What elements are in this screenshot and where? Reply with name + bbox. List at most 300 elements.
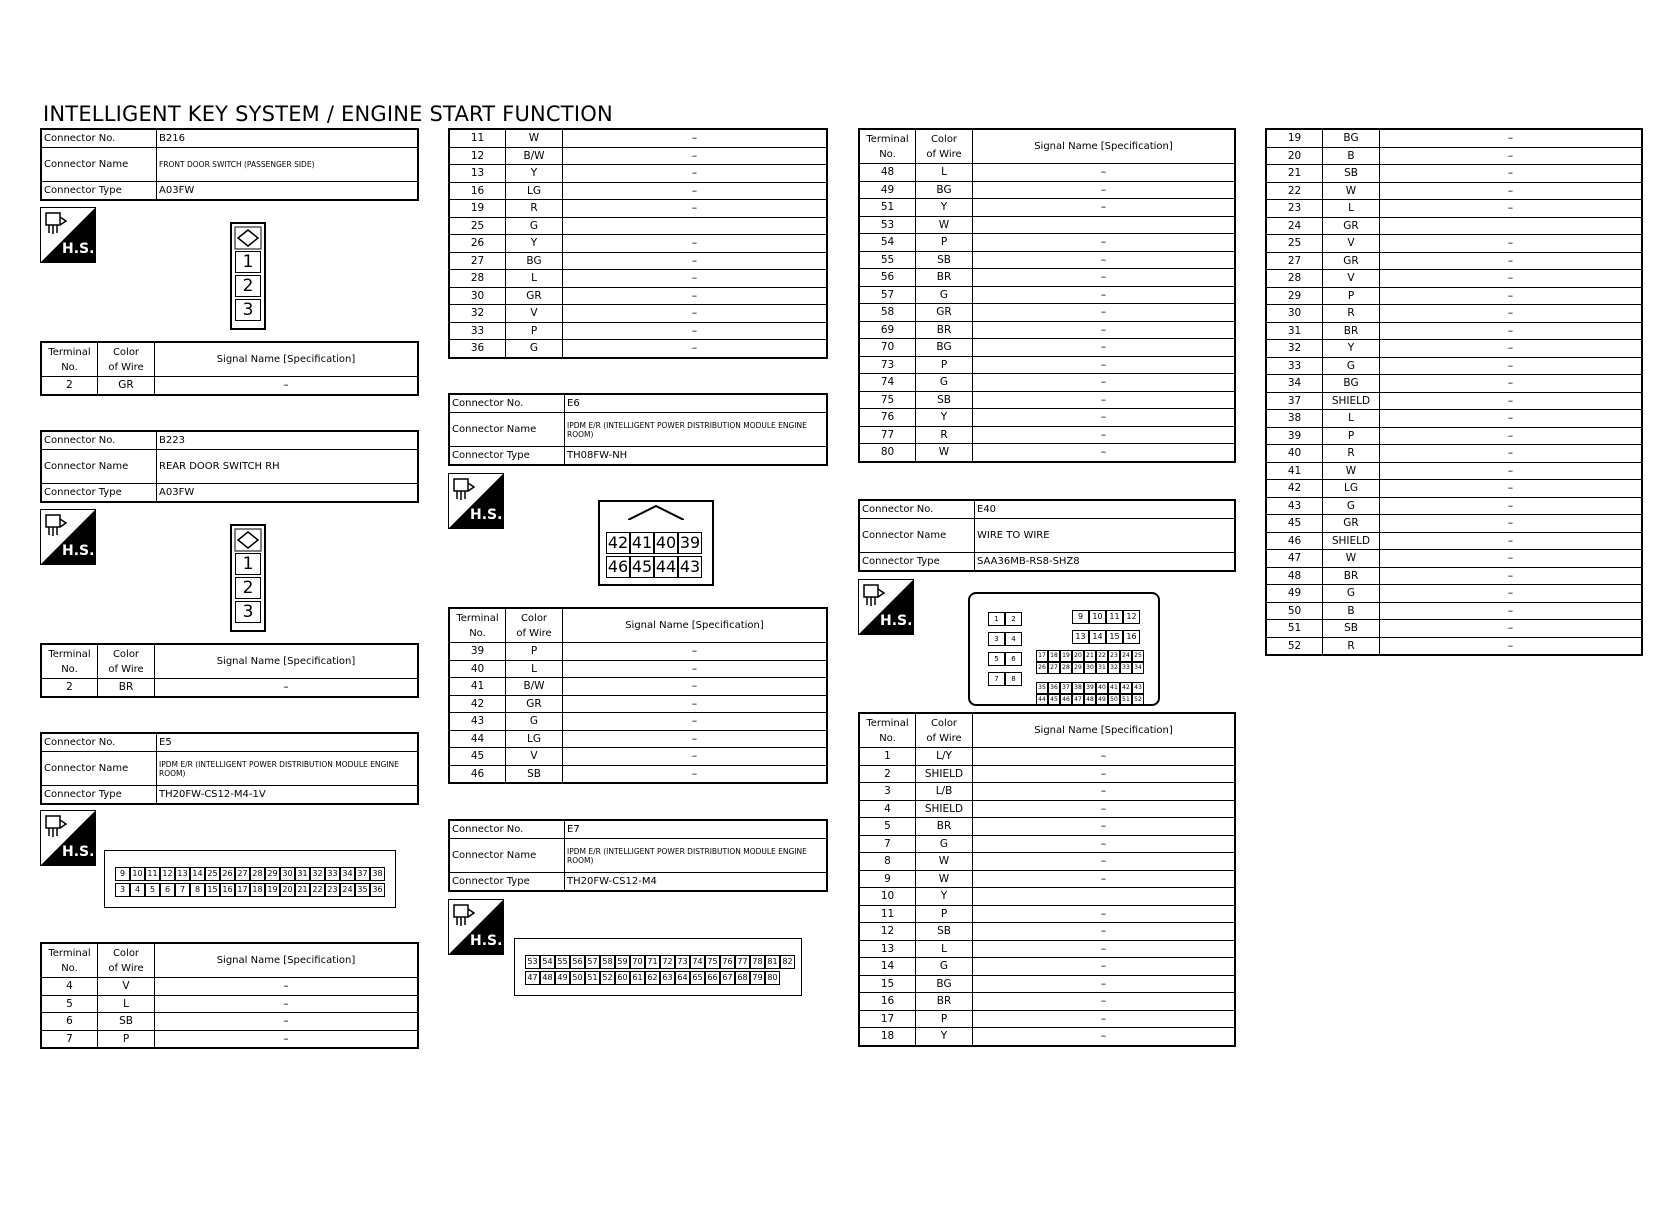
- terminal-no-cell: 7: [859, 835, 916, 853]
- terminal-no-cell: 13: [859, 940, 916, 958]
- table-row: [449, 235, 827, 253]
- signal-name-cell: –: [563, 660, 828, 678]
- e5-connector-no: E5: [157, 733, 419, 752]
- terminal-no-cell: 47: [1266, 550, 1323, 568]
- signal-name-cell: –: [563, 748, 828, 766]
- signal-name-cell: –: [1380, 567, 1643, 585]
- connector-pin: 43: [679, 557, 701, 576]
- connector-pin: 57: [585, 955, 600, 969]
- signal-name-cell: –: [973, 765, 1236, 783]
- signal-name-cell: –: [1380, 410, 1643, 428]
- wire-color-cell: Y: [916, 199, 973, 217]
- connector-pin: 19: [1060, 650, 1072, 662]
- table-row: [859, 958, 1235, 976]
- table-row: [859, 181, 1235, 199]
- signal-name-cell: –: [973, 853, 1236, 871]
- connector-pin: 60: [615, 971, 630, 985]
- e7-connector-no: E7: [565, 820, 828, 839]
- connector-pin: 71: [645, 955, 660, 969]
- table-row: [1266, 129, 1642, 147]
- terminal-no-cell: 4: [41, 978, 98, 996]
- e7-header-table: [448, 819, 828, 892]
- hs-icon: [448, 473, 504, 529]
- table-row: [1266, 252, 1642, 270]
- connector-pin: 1: [235, 251, 261, 273]
- e5-connector-name: IPDM E/R (INTELLIGENT POWER DISTRIBUTION MODULE ENGINE ROOM): [157, 752, 419, 786]
- table-row: [1266, 550, 1642, 568]
- b216-terminal-table: [40, 341, 419, 396]
- terminal-no-cell: 33: [449, 322, 506, 340]
- terminal-no-cell: 55: [859, 251, 916, 269]
- signal-name-cell: –: [563, 340, 828, 358]
- connector-pin: 15: [205, 883, 220, 897]
- terminal-no-cell: 11: [449, 129, 506, 147]
- connector-pin: 11: [1106, 610, 1123, 624]
- table-row: [449, 713, 827, 731]
- connector-pin: 80: [765, 971, 780, 985]
- terminal-no-header: Terminal No.: [41, 644, 98, 679]
- hs-label: H.S.: [880, 613, 913, 629]
- connector-pin: 29: [1072, 662, 1084, 674]
- signal-name-cell: –: [155, 377, 419, 395]
- connector-pin: 30: [1084, 662, 1096, 674]
- terminal-no-cell: 8: [859, 853, 916, 871]
- table-row: [449, 252, 827, 270]
- signal-name-cell: –: [973, 783, 1236, 801]
- signal-name-cell: –: [973, 975, 1236, 993]
- connector-pin: 32: [1108, 662, 1120, 674]
- table-row: [859, 164, 1235, 182]
- table-row: [449, 678, 827, 696]
- signal-name-cell: –: [1380, 515, 1643, 533]
- connector-pin: 18: [250, 883, 265, 897]
- terminal-no-cell: 49: [1266, 585, 1323, 603]
- terminal-no-cell: 40: [1266, 445, 1323, 463]
- table-row: [1266, 480, 1642, 498]
- wire-color-cell: LG: [506, 182, 563, 200]
- connector-pin: 33: [1120, 662, 1132, 674]
- wire-color-cell: SB: [98, 1013, 155, 1031]
- connector-pin: 19: [265, 883, 280, 897]
- connector-pin: 16: [1123, 630, 1140, 644]
- signal-name-cell: –: [1380, 357, 1643, 375]
- table-row: [859, 234, 1235, 252]
- wire-color-cell: L: [1323, 200, 1380, 218]
- connector-pin: 66: [705, 971, 720, 985]
- connector-pin: 37: [1060, 682, 1072, 694]
- table-row: [859, 888, 1235, 906]
- connector-pin: 48: [1084, 694, 1096, 706]
- connector-name-label: Connector Name: [41, 450, 157, 484]
- connector-pin: 32: [310, 867, 325, 881]
- signal-name-cell: –: [563, 200, 828, 218]
- table-row: [1266, 515, 1642, 533]
- wire-color-cell: BG: [1323, 375, 1380, 393]
- terminal-no-cell: 41: [1266, 462, 1323, 480]
- table-row: [449, 270, 827, 288]
- connector-pin: 11: [145, 867, 160, 881]
- connector-name-label: Connector Name: [449, 413, 565, 447]
- signal-name-cell: –: [973, 818, 1236, 836]
- terminal-no-cell: 7: [41, 1030, 98, 1048]
- connector-type-label: Connector Type: [449, 447, 565, 466]
- connector-name-label: Connector Name: [41, 148, 157, 182]
- signal-name-cell: –: [1380, 340, 1643, 358]
- color-of-wire-header: Color of Wire: [916, 713, 973, 748]
- table-row: [1266, 427, 1642, 445]
- wire-color-cell: GR: [1323, 252, 1380, 270]
- table-row: [859, 339, 1235, 357]
- wire-color-cell: P: [98, 1030, 155, 1048]
- connector-pin: 34: [340, 867, 355, 881]
- table-row: [1266, 445, 1642, 463]
- wire-color-cell: SB: [1323, 620, 1380, 638]
- b223-connector-type: A03FW: [157, 484, 419, 503]
- terminal-no-cell: 14: [859, 958, 916, 976]
- b216-connector-type: A03FW: [157, 182, 419, 201]
- connector-pin: 18: [1048, 650, 1060, 662]
- terminal-no-cell: 75: [859, 391, 916, 409]
- signal-name-header: Signal Name [Specification]: [973, 713, 1236, 748]
- color-of-wire-header: Color of Wire: [98, 644, 155, 679]
- table-row: [1266, 410, 1642, 428]
- terminal-no-cell: 69: [859, 321, 916, 339]
- connector-pin: 6: [1005, 652, 1022, 666]
- terminal-no-cell: 19: [1266, 129, 1323, 147]
- table-row: [449, 182, 827, 200]
- connector-pin: 37: [355, 867, 370, 881]
- wire-color-cell: V: [1323, 270, 1380, 288]
- connector-pin: 36: [1048, 682, 1060, 694]
- signal-name-cell: –: [1380, 392, 1643, 410]
- table-row: [449, 643, 827, 661]
- terminal-no-cell: 74: [859, 374, 916, 392]
- wire-color-cell: V: [506, 305, 563, 323]
- connector-pin: 29: [265, 867, 280, 881]
- terminal-no-cell: 58: [859, 304, 916, 322]
- table-row: [859, 374, 1235, 392]
- terminal-no-cell: 80: [859, 444, 916, 462]
- terminal-no-cell: 20: [1266, 147, 1323, 165]
- e7-connector-diagram: [514, 938, 802, 996]
- connector-pin: 2: [235, 577, 261, 599]
- connector-pin: 46: [607, 557, 629, 576]
- e7-terminal-table: [858, 128, 1236, 463]
- wire-color-cell: SB: [1323, 165, 1380, 183]
- terminal-no-cell: 6: [41, 1013, 98, 1031]
- hs-icon: [448, 899, 504, 955]
- wire-color-cell: W: [916, 444, 973, 462]
- table-row: [449, 660, 827, 678]
- connector-pin: 28: [1060, 662, 1072, 674]
- terminal-no-cell: 54: [859, 234, 916, 252]
- terminal-no-cell: 46: [449, 765, 506, 783]
- connector-pin: 31: [1096, 662, 1108, 674]
- e40-header-table: [858, 499, 1236, 572]
- wire-color-cell: BR: [916, 993, 973, 1011]
- signal-name-cell: –: [1380, 165, 1643, 183]
- signal-name-cell: –: [1380, 585, 1643, 603]
- signal-name-cell: –: [1380, 305, 1643, 323]
- connector-pin: 2: [1005, 612, 1022, 626]
- terminal-no-cell: 43: [1266, 497, 1323, 515]
- signal-name-cell: –: [1380, 322, 1643, 340]
- table-row: [449, 730, 827, 748]
- wire-color-cell: R: [506, 200, 563, 218]
- signal-name-cell: –: [563, 322, 828, 340]
- signal-name-cell: –: [563, 165, 828, 183]
- terminal-no-cell: 42: [1266, 480, 1323, 498]
- table-row: [1266, 532, 1642, 550]
- wire-color-cell: R: [1323, 637, 1380, 655]
- signal-name-cell: –: [973, 356, 1236, 374]
- connector-pin: 7: [988, 672, 1005, 686]
- color-of-wire-header: Color of Wire: [98, 943, 155, 978]
- table-row: [1266, 147, 1642, 165]
- terminal-no-cell: 18: [859, 1028, 916, 1046]
- signal-name-cell: –: [973, 409, 1236, 427]
- connector-pin: 5: [145, 883, 160, 897]
- connector-pin: 3: [235, 601, 261, 623]
- connector-pin: 53: [525, 955, 540, 969]
- signal-name-cell: –: [563, 235, 828, 253]
- wire-color-cell: P: [916, 356, 973, 374]
- connector-pin: 13: [175, 867, 190, 881]
- terminal-no-cell: 33: [1266, 357, 1323, 375]
- terminal-no-cell: 17: [859, 1010, 916, 1028]
- connector-pin: 3: [235, 299, 261, 321]
- connector-pin: 4: [1005, 632, 1022, 646]
- table-row: [859, 409, 1235, 427]
- signal-name-cell: –: [973, 993, 1236, 1011]
- connector-pin: 65: [690, 971, 705, 985]
- connector-pin: 63: [660, 971, 675, 985]
- table-row: [449, 322, 827, 340]
- connector-pin: 6: [160, 883, 175, 897]
- signal-name-cell: –: [973, 269, 1236, 287]
- connector-pin: 24: [340, 883, 355, 897]
- e6-connector-type: TH08FW-NH: [565, 447, 828, 466]
- terminal-no-cell: 26: [449, 235, 506, 253]
- connector-no-label: Connector No.: [41, 733, 157, 752]
- connector-pin: 49: [555, 971, 570, 985]
- connector-pin: 21: [295, 883, 310, 897]
- e7-connector-type: TH20FW-CS12-M4: [565, 873, 828, 892]
- wire-color-cell: P: [1323, 427, 1380, 445]
- connector-pin: 73: [675, 955, 690, 969]
- connector-pin: 12: [160, 867, 175, 881]
- wire-color-cell: P: [1323, 287, 1380, 305]
- wire-color-cell: SB: [916, 251, 973, 269]
- signal-name-header: Signal Name [Specification]: [973, 129, 1236, 164]
- terminal-no-cell: 57: [859, 286, 916, 304]
- table-row: [859, 905, 1235, 923]
- table-row: [41, 1013, 418, 1031]
- connector-pin: 30: [280, 867, 295, 881]
- table-row: [859, 800, 1235, 818]
- b223-connector-diagram: [230, 524, 266, 636]
- wire-color-cell: Y: [916, 409, 973, 427]
- terminal-no-header: Terminal No.: [41, 342, 98, 377]
- table-row: [859, 199, 1235, 217]
- connector-pin: 4: [130, 883, 145, 897]
- signal-name-cell: –: [1380, 480, 1643, 498]
- terminal-no-cell: 45: [1266, 515, 1323, 533]
- signal-name-cell: –: [1380, 182, 1643, 200]
- e6-terminal-table: [448, 607, 828, 784]
- signal-name-cell: –: [973, 835, 1236, 853]
- connector-pin: 8: [1005, 672, 1022, 686]
- table-row: [859, 216, 1235, 234]
- e40-terminal-table: [858, 712, 1236, 1047]
- connector-pin: 72: [660, 955, 675, 969]
- signal-name-cell: –: [1380, 497, 1643, 515]
- wire-color-cell: V: [506, 748, 563, 766]
- connector-type-label: Connector Type: [41, 786, 157, 805]
- terminal-no-cell: 48: [859, 164, 916, 182]
- connector-pin: 47: [525, 971, 540, 985]
- terminal-no-cell: 21: [1266, 165, 1323, 183]
- connector-pin: 74: [690, 955, 705, 969]
- wire-color-cell: SB: [916, 923, 973, 941]
- wire-color-cell: P: [506, 322, 563, 340]
- wire-color-cell: SB: [916, 391, 973, 409]
- table-row: [859, 321, 1235, 339]
- table-row: [1266, 200, 1642, 218]
- wire-color-cell: R: [1323, 305, 1380, 323]
- table-row: [1266, 602, 1642, 620]
- wire-color-cell: G: [506, 217, 563, 235]
- table-row: [41, 995, 418, 1013]
- signal-name-cell: –: [973, 374, 1236, 392]
- connector-pin: 7: [175, 883, 190, 897]
- terminal-no-cell: 70: [859, 339, 916, 357]
- signal-name-cell: –: [1380, 445, 1643, 463]
- connector-pin: 26: [220, 867, 235, 881]
- signal-name-cell: –: [155, 995, 419, 1013]
- terminal-no-cell: 39: [1266, 427, 1323, 445]
- connector-pin: 43: [1132, 682, 1144, 694]
- connector-pin: 5: [988, 652, 1005, 666]
- wire-color-cell: G: [1323, 497, 1380, 515]
- signal-name-cell: [563, 217, 828, 235]
- terminal-no-cell: 37: [1266, 392, 1323, 410]
- connector-pin: 48: [540, 971, 555, 985]
- wire-color-cell: P: [916, 905, 973, 923]
- connector-pin: 17: [235, 883, 250, 897]
- signal-name-cell: –: [1380, 129, 1643, 147]
- signal-name-cell: –: [1380, 602, 1643, 620]
- connector-pin: 1: [988, 612, 1005, 626]
- wire-color-cell: SB: [506, 765, 563, 783]
- connector-pin: 3: [988, 632, 1005, 646]
- connector-pin: 35: [355, 883, 370, 897]
- connector-pin: 44: [655, 557, 677, 576]
- wire-color-cell: W: [506, 129, 563, 147]
- e40-terminal-table-continued: [1265, 128, 1643, 656]
- wire-color-cell: BR: [1323, 567, 1380, 585]
- connector-pin: 52: [1132, 694, 1144, 706]
- b216-header-table: [40, 128, 419, 201]
- hs-icon: [40, 207, 96, 263]
- terminal-no-cell: 16: [449, 182, 506, 200]
- table-row: [1266, 340, 1642, 358]
- terminal-no-header: Terminal No.: [41, 943, 98, 978]
- table-row: [859, 870, 1235, 888]
- connector-pin: 51: [585, 971, 600, 985]
- signal-name-cell: –: [973, 391, 1236, 409]
- signal-name-cell: –: [563, 287, 828, 305]
- wire-color-cell: L: [916, 164, 973, 182]
- connector-pin: 27: [235, 867, 250, 881]
- signal-name-cell: –: [1380, 375, 1643, 393]
- hs-icon: [40, 810, 96, 866]
- wire-color-cell: BR: [1323, 322, 1380, 340]
- signal-name-cell: –: [973, 286, 1236, 304]
- wire-color-cell: BG: [916, 339, 973, 357]
- signal-name-cell: –: [973, 164, 1236, 182]
- wire-color-cell: G: [506, 340, 563, 358]
- wire-color-cell: G: [916, 374, 973, 392]
- signal-name-cell: –: [1380, 462, 1643, 480]
- wire-color-cell: BR: [916, 269, 973, 287]
- signal-name-cell: –: [563, 270, 828, 288]
- connector-no-label: Connector No.: [449, 394, 565, 413]
- table-row: [1266, 462, 1642, 480]
- connector-pin: 20: [280, 883, 295, 897]
- terminal-no-cell: 30: [1266, 305, 1323, 323]
- wire-color-cell: W: [1323, 462, 1380, 480]
- wire-color-cell: W: [1323, 550, 1380, 568]
- wire-color-cell: GR: [1323, 515, 1380, 533]
- page-title: INTELLIGENT KEY SYSTEM / ENGINE START FUNCTION: [43, 102, 613, 126]
- signal-name-cell: –: [973, 870, 1236, 888]
- signal-name-cell: –: [973, 923, 1236, 941]
- e5-terminal-table-continued: [448, 128, 828, 359]
- e40-connector-type: SAA36MB-RS8-SHZ8: [975, 553, 1236, 572]
- hs-label: H.S.: [62, 844, 95, 860]
- signal-name-cell: –: [1380, 620, 1643, 638]
- table-row: [1266, 392, 1642, 410]
- signal-name-cell: [1380, 217, 1643, 235]
- connector-pin: 76: [720, 955, 735, 969]
- terminal-no-cell: 16: [859, 993, 916, 1011]
- terminal-no-cell: 56: [859, 269, 916, 287]
- connector-pin: 42: [607, 533, 629, 552]
- signal-name-cell: –: [973, 234, 1236, 252]
- connector-pin: 38: [1072, 682, 1084, 694]
- table-row: [449, 165, 827, 183]
- connector-pin: 75: [705, 955, 720, 969]
- wire-color-cell: LG: [1323, 480, 1380, 498]
- wire-color-cell: GR: [916, 304, 973, 322]
- table-row: [859, 993, 1235, 1011]
- terminal-no-cell: 52: [1266, 637, 1323, 655]
- wire-color-cell: W: [1323, 182, 1380, 200]
- table-row: [859, 356, 1235, 374]
- terminal-no-cell: 41: [449, 678, 506, 696]
- connector-pin: 41: [1108, 682, 1120, 694]
- terminal-no-cell: 28: [1266, 270, 1323, 288]
- table-row: [859, 783, 1235, 801]
- connector-pin: 45: [1048, 694, 1060, 706]
- terminal-no-cell: 5: [41, 995, 98, 1013]
- connector-pin: 44: [1036, 694, 1048, 706]
- table-row: [859, 426, 1235, 444]
- e7-connector-name: IPDM E/R (INTELLIGENT POWER DISTRIBUTION MODULE ENGINE ROOM): [565, 839, 828, 873]
- table-row: [859, 835, 1235, 853]
- wire-color-cell: GR: [1323, 217, 1380, 235]
